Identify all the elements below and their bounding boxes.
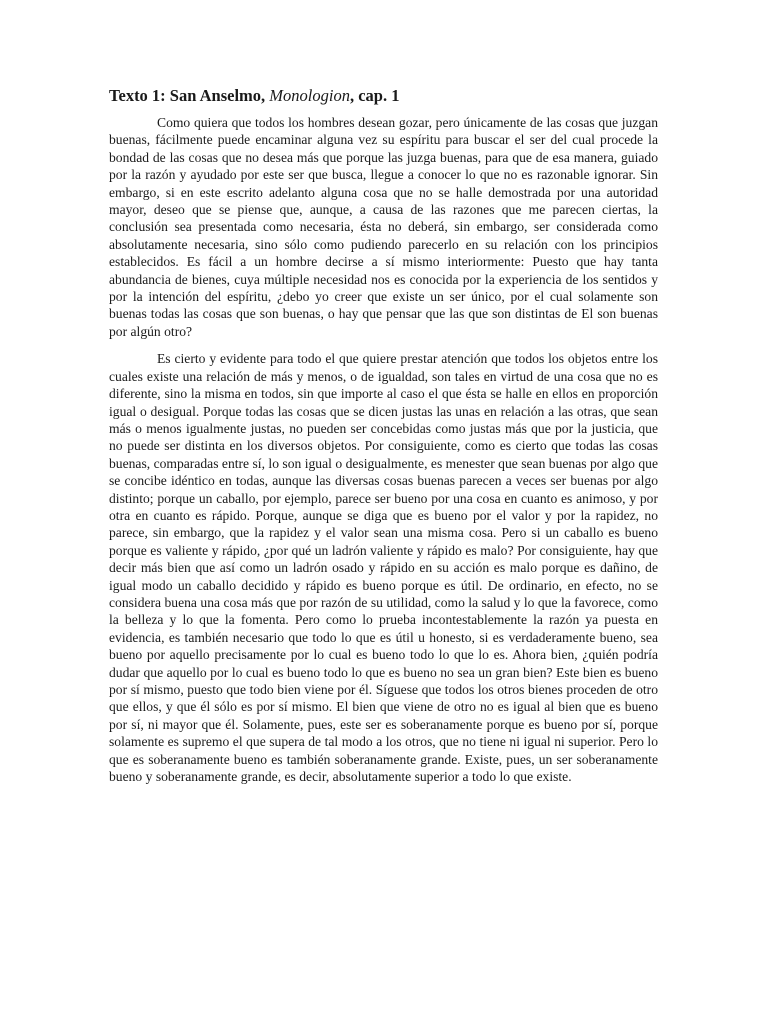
document-title [109,84,658,108]
title-work: Monologion [269,86,350,105]
document-body [109,84,658,795]
paragraph-1: Como quiera que todos los hombres desean gozar, pero únicamente de las cosas que juzgan buenas, fácilmente puede encaminar alguna vez su espíritu para buscar el ser del cual procede la bondad de las cosas que no desea más que porque las juzga buenas, para que de esa manera, guiado por la razón y ayudado por este ser que busca, llegue a conocer lo que no es razonable ignorar. Sin embargo, si en este escrito adelanto alguna cosa que no se halle demostrada por una autoridad mayor, deseo que se piense que, aunque, a causa de las razones que me parecen ciertas, la conclusión sea presentada como necesaria, ésta no deberá, sin embargo, ser considerada como absolutamente necesaria, sino sólo como pudiendo parecerlo en su relación con los principios establecidos. Es fácil a un hombre decirse a sí mismo interiormente: Puesto que hay tanta abundancia de bienes, cuya múltiple necesidad nos es conocida por la experiencia de los sentidos y por la intención del espíritu, ¿debo yo creer que existe un ser único, por el cual solamente son buenas todas las cosas que son buenas, o hay que pensar que las que son distintas de El son buenas por algún otro? [109,115,658,339]
title-suffix: , cap. 1 [349,86,400,105]
title-prefix: Texto 1: San Anselmo, [109,86,270,105]
paragraph-2: Es cierto y evidente para todo el que quiere prestar atención que todos los objetos entre los cuales existe una relación de más y menos, o de igualdad, son tales en virtud de una cosa que no es diferente, sino la misma en todos, sin que importe al caso el que ésta se halle en ellos en proporción igual o desigual. Porque todas las cosas que se dicen justas las unas en relación a las otras, que sean más o menos igualmente justas, no pueden ser concebidas como justas más que por la justicia, que no puede ser distinta en los diversos objetos. Por consiguiente, como es cierto que todas las cosas buenas, comparadas entre sí, lo son igual o desigualmente, es menester que sean buenas por algo que se concibe idéntico en todas, aunque las diversas cosas buenas parecen a veces ser buenas por algo distinto; porque un caballo, por ejemplo, parece ser bueno por una cosa en cuanto es animoso, y por otra en cuanto es rápido. Porque, aunque se diga que es bueno por el valor y por la rapidez, no parece, sin embargo, que la rapidez y el valor sean una misma cosa. Pero si un caballo es bueno porque es valiente y rápido, ¿por qué un ladrón valiente y rápido es malo? Por consiguiente, hay que decir más bien que así como un ladrón osado y rápido en su acción es malo porque es dañino, de igual modo un caballo decidido y rápido es bueno porque es útil. De ordinario, en efecto, no se considera buena una cosa más que por razón de su utilidad, como la salud y lo que la favorece, como la belleza y lo que la fomenta. Pero como lo prueba incontestablemente la razón ya puesta en evidencia, es también necesario que todo lo que es útil u honesto, si es verdaderamente bueno, sea bueno por aquello precisamente por lo cual es bueno todo lo que lo es. Ahora bien, ¿quién podría dudar que aquello por lo cual es bueno todo lo que es bueno no sea un gran bien? Este bien es bueno por sí mismo, puesto que todo bien viene por él. Síguese que todos los otros bienes proceden de otro que ellos, y que él sólo es por sí mismo. El bien que viene de otro no es igual al bien que es bueno por sí, ni mayor que él. Solamente, pues, este ser es soberanamente porque es bueno por sí, porque solamente es supremo el que supera de tal modo a los otros, que no tiene ni igual ni superior. Pero lo que es soberanamente bueno es también soberanamente grande. Existe, pues, un ser soberanamente bueno y soberanamente grande, es decir, absolutamente superior a todo lo que existe. [109,351,658,785]
